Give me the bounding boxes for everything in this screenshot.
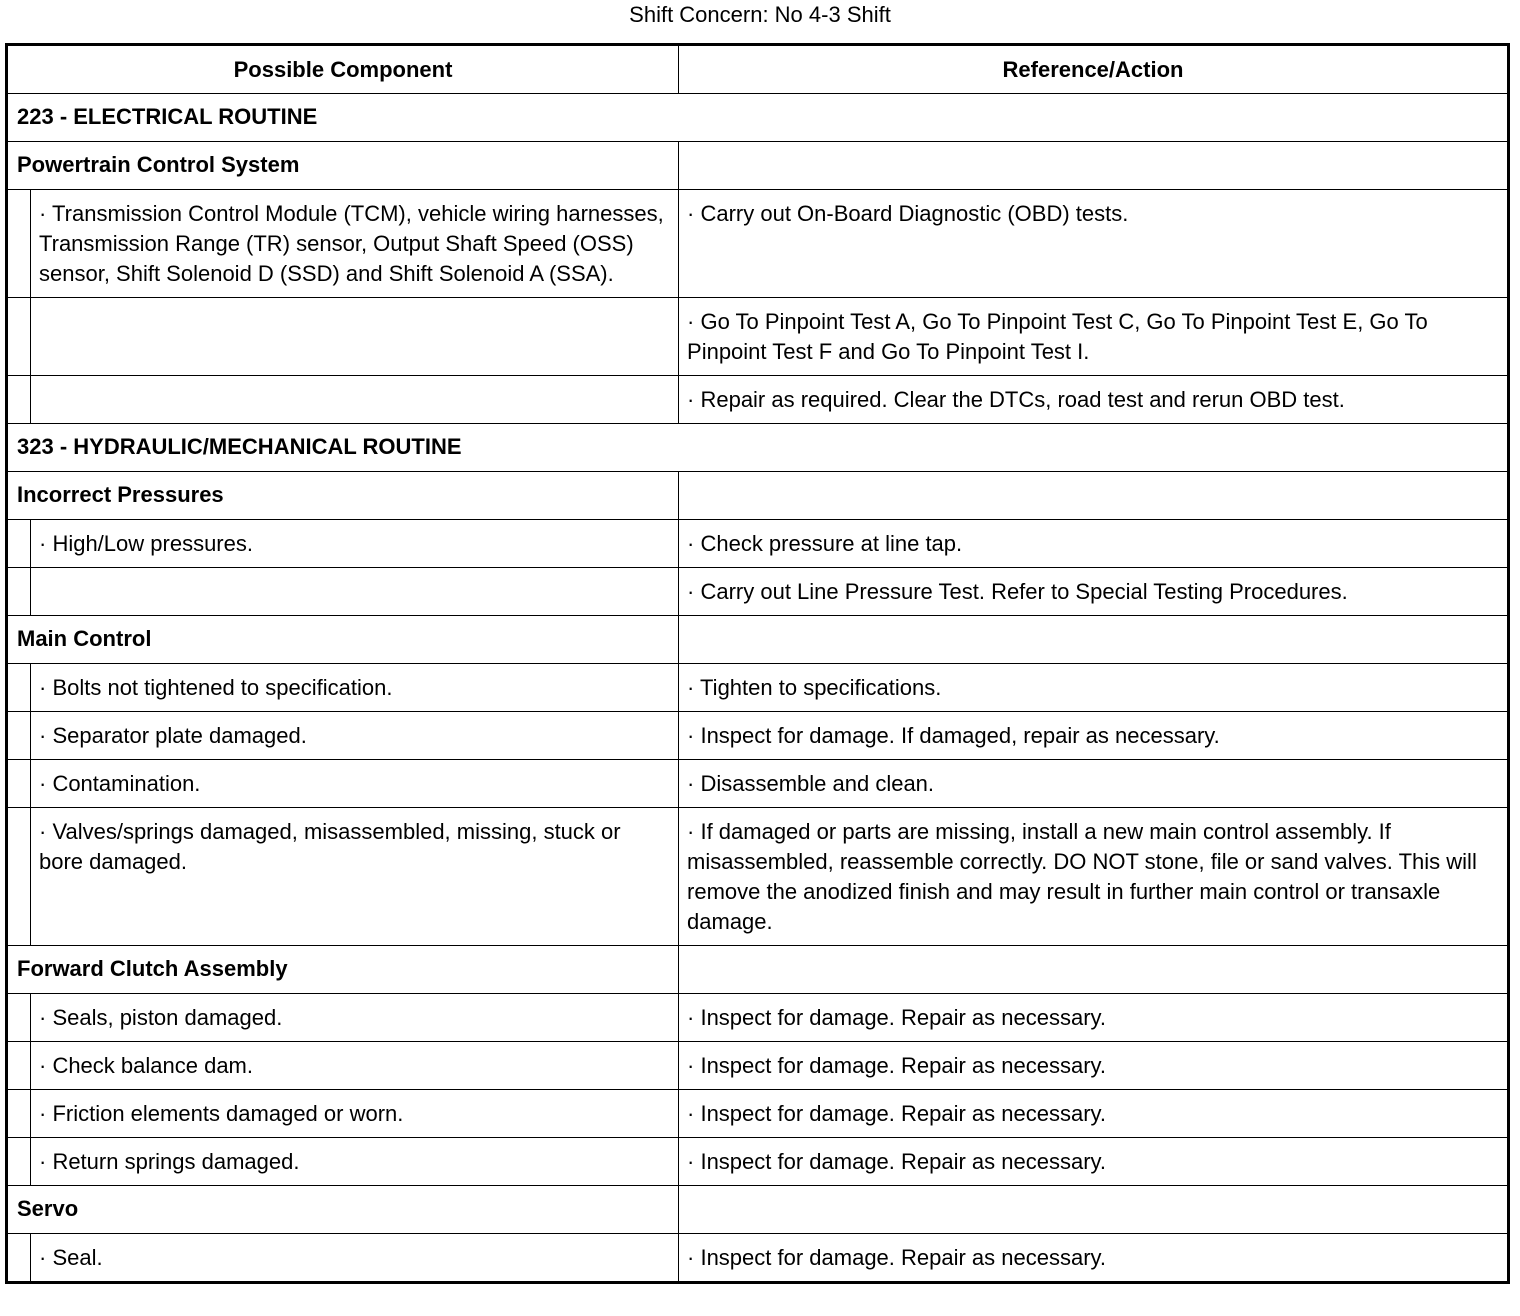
header-component: Possible Component [7,45,679,94]
group-row [7,472,1509,520]
component-cell: · Valves/springs damaged, misassembled, missing, stuck or bore damaged. [31,808,679,946]
action-cell: · Inspect for damage. Repair as necessary. [679,1138,1509,1186]
action-cell: · Inspect for damage. Repair as necessary. [679,1234,1509,1283]
group-action-empty [679,946,1509,994]
component-cell: · Return springs damaged. [31,1138,679,1186]
table-row [7,1234,1509,1283]
indent-cell [7,1138,31,1186]
table-body [7,94,1509,1283]
indent-cell [7,568,31,616]
table-row [7,520,1509,568]
table-row [7,376,1509,424]
action-cell: · Disassemble and clean. [679,760,1509,808]
indent-cell [7,1042,31,1090]
action-cell: · Inspect for damage. If damaged, repair as necessary. [679,712,1509,760]
group-name: Main Control [7,616,679,664]
indent-cell [7,712,31,760]
component-cell: · Seal. [31,1234,679,1283]
header-row [7,45,1509,94]
table-row [7,1042,1509,1090]
action-cell: · Inspect for damage. Repair as necessary. [679,1042,1509,1090]
component-cell: · Bolts not tightened to specification. [31,664,679,712]
group-action-empty [679,142,1509,190]
indent-cell [7,298,31,376]
indent-cell [7,808,31,946]
table-row [7,1138,1509,1186]
component-cell: · Seals, piston damaged. [31,994,679,1042]
header-action: Reference/Action [679,45,1509,94]
table-row [7,568,1509,616]
action-cell: · Carry out On-Board Diagnostic (OBD) tests. [679,190,1509,298]
component-cell: · Transmission Control Module (TCM), vehicle wiring harnesses, Transmission Range (TR) sensor, Output Shaft Speed (OSS) sensor, Shift Solenoid D (SSD) and Shift Solenoid A (SSA). [31,190,679,298]
component-cell: · Separator plate damaged. [31,712,679,760]
indent-cell [7,376,31,424]
table-row [7,190,1509,298]
action-cell: · Carry out Line Pressure Test. Refer to Special Testing Procedures. [679,568,1509,616]
action-cell: · Inspect for damage. Repair as necessary. [679,994,1509,1042]
group-action-empty [679,472,1509,520]
group-action-empty [679,616,1509,664]
section-row [7,424,1509,472]
component-cell [31,376,679,424]
table-row [7,760,1509,808]
table-row [7,712,1509,760]
indent-cell [7,1234,31,1283]
table-row [7,298,1509,376]
action-cell: · Tighten to specifications. [679,664,1509,712]
table-row [7,664,1509,712]
component-cell [31,298,679,376]
indent-cell [7,994,31,1042]
section-row [7,94,1509,142]
group-name: Forward Clutch Assembly [7,946,679,994]
group-row [7,616,1509,664]
group-row [7,142,1509,190]
section-title: 323 - HYDRAULIC/MECHANICAL ROUTINE [7,424,1509,472]
component-cell: · Contamination. [31,760,679,808]
action-cell: · If damaged or parts are missing, install a new main control assembly. If misassembled, reassemble correctly. DO NOT stone, file or sand valves. This will remove the anodized finish and may result in further main control or transaxle damage. [679,808,1509,946]
action-cell: · Inspect for damage. Repair as necessary. [679,1090,1509,1138]
action-cell: · Check pressure at line tap. [679,520,1509,568]
indent-cell [7,1090,31,1138]
indent-cell [7,760,31,808]
action-cell: · Repair as required. Clear the DTCs, road test and rerun OBD test. [679,376,1509,424]
table-row [7,994,1509,1042]
component-cell: · Friction elements damaged or worn. [31,1090,679,1138]
group-action-empty [679,1186,1509,1234]
component-cell [31,568,679,616]
group-name: Servo [7,1186,679,1234]
table-row [7,808,1509,946]
group-name: Incorrect Pressures [7,472,679,520]
component-cell: · High/Low pressures. [31,520,679,568]
group-row [7,1186,1509,1234]
diagnosis-table [5,43,1510,1284]
action-cell: · Go To Pinpoint Test A, Go To Pinpoint Test C, Go To Pinpoint Test E, Go To Pinpoint Test F and Go To Pinpoint Test I. [679,298,1509,376]
indent-cell [7,190,31,298]
component-cell: · Check balance dam. [31,1042,679,1090]
page-title: Shift Concern: No 4-3 Shift [629,2,891,27]
indent-cell [7,520,31,568]
group-name: Powertrain Control System [7,142,679,190]
indent-cell [7,664,31,712]
table-row [7,1090,1509,1138]
section-title: 223 - ELECTRICAL ROUTINE [7,94,1509,142]
group-row [7,946,1509,994]
